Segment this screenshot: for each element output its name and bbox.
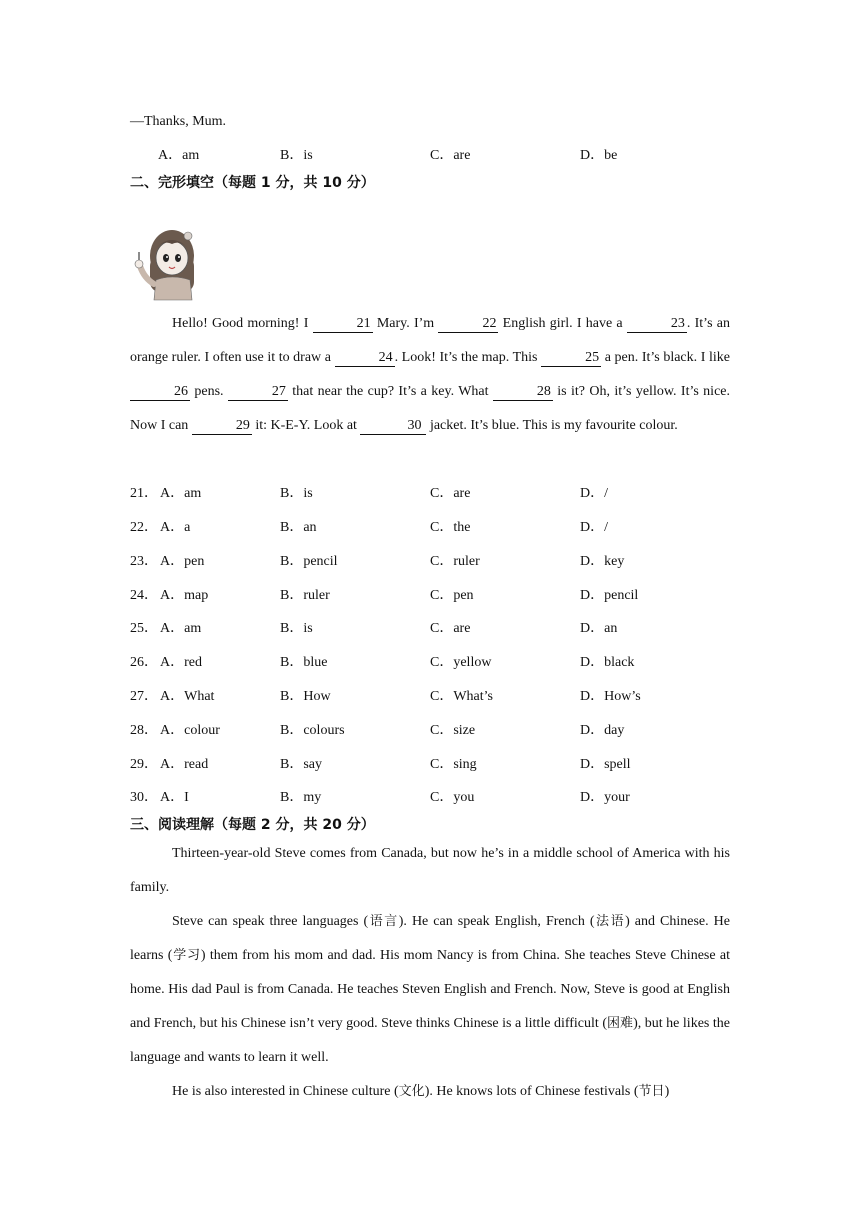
option-a: A．pen bbox=[160, 554, 205, 569]
option-d: D．day bbox=[580, 723, 625, 738]
option-a: A．What bbox=[160, 689, 215, 704]
option-b: B．ruler bbox=[280, 588, 330, 603]
option-a: A．I bbox=[160, 790, 189, 805]
gloss: 法语 bbox=[594, 914, 626, 929]
option-c: C．are bbox=[430, 148, 471, 163]
cloze-passage bbox=[130, 307, 730, 443]
option-b: B．my bbox=[280, 790, 322, 805]
blank-29: 29 bbox=[192, 417, 252, 435]
passage-text: Hello! Good morning! I bbox=[172, 316, 313, 331]
blank-26: 26 bbox=[130, 383, 190, 401]
girl-illustration bbox=[130, 222, 200, 304]
reading-paragraph-3 bbox=[130, 1075, 730, 1109]
option-d: D．black bbox=[580, 655, 635, 670]
option-a: A．a bbox=[160, 520, 191, 535]
question-row bbox=[130, 552, 730, 572]
passage-text: Steve can speak three languages ( bbox=[172, 914, 369, 929]
question-row bbox=[130, 619, 730, 639]
option-d: D．your bbox=[580, 790, 630, 805]
blank-30: 30 bbox=[360, 417, 426, 435]
question-number: 22． bbox=[130, 520, 158, 535]
option-a: A．colour bbox=[160, 723, 220, 738]
option-d: D．pencil bbox=[580, 588, 639, 603]
option-a: A．am bbox=[160, 486, 202, 501]
option-c: C．yellow bbox=[430, 655, 492, 670]
passage-text: ) them from his mom and dad. His mom Nancy is from China. She teaches Steve Chinese at home. His dad Paul is from Canada. He teaches Steven English and French. Now, Steve is good at English and French, but his Chinese isn’t very good. Steve thinks Chinese is a little difficult ( bbox=[130, 948, 730, 1031]
question-number: 25． bbox=[130, 621, 158, 636]
question-number: 21． bbox=[130, 486, 158, 501]
blank-27: 27 bbox=[228, 383, 288, 401]
option-c: C．ruler bbox=[430, 554, 480, 569]
question-row bbox=[130, 687, 730, 707]
option-b: B．is bbox=[280, 621, 313, 636]
option-c: C．sing bbox=[430, 757, 477, 772]
option-d: D．spell bbox=[580, 757, 631, 772]
passage-text: jacket. It’s blue. This is my favourite colour. bbox=[426, 418, 678, 433]
question-number: 30． bbox=[130, 790, 158, 805]
blank-24: 24 bbox=[335, 349, 395, 367]
passage-text: ) and Chinese. He learns ( bbox=[130, 914, 730, 963]
passage-text: ). He can speak English, French ( bbox=[398, 914, 595, 929]
passage-text: a pen. It’s black. I like bbox=[601, 350, 730, 365]
option-c: C．are bbox=[430, 486, 471, 501]
reading-paragraph-2 bbox=[130, 905, 730, 1075]
option-c: C．pen bbox=[430, 588, 474, 603]
option-c: C．are bbox=[430, 621, 471, 636]
passage-text: . It’s an orange ruler. I often use it to draw a bbox=[130, 316, 730, 365]
option-row-top bbox=[158, 146, 758, 166]
passage-text: ), but he likes the language and wants to learn it well. bbox=[130, 1016, 730, 1065]
question-number: 23． bbox=[130, 554, 158, 569]
option-b: B．is bbox=[280, 148, 313, 163]
option-a: A．am bbox=[160, 621, 202, 636]
gloss: 文化 bbox=[398, 1084, 425, 1099]
passage-text: is it? Oh, it’s yellow. It’s nice. Now I can bbox=[130, 384, 730, 433]
passage-text: pens. bbox=[190, 384, 228, 399]
passage-text: English girl. I have a bbox=[498, 316, 627, 331]
option-b: B．an bbox=[280, 520, 317, 535]
blank-28: 28 bbox=[493, 383, 553, 401]
option-c: C．What’s bbox=[430, 689, 493, 704]
option-a: A．read bbox=[160, 757, 209, 772]
blank-25: 25 bbox=[541, 349, 601, 367]
option-a: A．map bbox=[160, 588, 209, 603]
blank-22: 22 bbox=[438, 315, 498, 333]
blank-23: 23 bbox=[627, 315, 687, 333]
question-number: 28． bbox=[130, 723, 158, 738]
option-c: C．the bbox=[430, 520, 471, 535]
section-title-reading: 三、阅读理解（每题 2 分，共 20 分） bbox=[130, 817, 375, 833]
question-row bbox=[130, 484, 730, 504]
gloss: 困难 bbox=[606, 1016, 634, 1031]
option-d: D．be bbox=[580, 148, 618, 163]
question-row bbox=[130, 755, 730, 775]
option-d: D．How’s bbox=[580, 689, 641, 704]
reading-paragraph-1: Thirteen-year-old Steve comes from Canada, but now he’s in a middle school of America with his family. bbox=[130, 846, 730, 895]
question-number: 27． bbox=[130, 689, 158, 704]
option-b: B．is bbox=[280, 486, 313, 501]
question-row bbox=[130, 653, 730, 673]
option-c: C．you bbox=[430, 790, 475, 805]
option-b: B．blue bbox=[280, 655, 328, 670]
question-number: 26． bbox=[130, 655, 158, 670]
cloze-paragraph bbox=[130, 307, 730, 443]
option-d: D．/ bbox=[580, 486, 608, 501]
option-b: B．colours bbox=[280, 723, 345, 738]
option-a: A．red bbox=[160, 655, 202, 670]
reading-passage bbox=[130, 837, 730, 1109]
option-a: A．am bbox=[158, 148, 200, 163]
passage-text: it: K-E-Y. Look at bbox=[251, 418, 361, 433]
passage-text: ) bbox=[664, 1084, 670, 1099]
option-d: D．an bbox=[580, 621, 618, 636]
option-c: C．size bbox=[430, 723, 476, 738]
option-b: B．pencil bbox=[280, 554, 338, 569]
passage-text: that near the cup? It’s a key. What bbox=[287, 384, 493, 399]
question-number: 29． bbox=[130, 757, 158, 772]
blank-21: 21 bbox=[313, 315, 373, 333]
gloss: 节日 bbox=[638, 1084, 665, 1099]
passage-text: He is also interested in Chinese culture ( bbox=[172, 1084, 399, 1099]
question-row bbox=[130, 788, 730, 808]
passage-text: ). He knows lots of Chinese festivals ( bbox=[424, 1084, 639, 1099]
question-row bbox=[130, 586, 730, 606]
gloss: 语言 bbox=[368, 914, 399, 929]
question-row bbox=[130, 518, 730, 538]
option-b: B．say bbox=[280, 757, 322, 772]
question-row bbox=[130, 721, 730, 741]
option-b: B．How bbox=[280, 689, 331, 704]
passage-text: . Look! It’s the map. This bbox=[394, 350, 542, 365]
question-number: 24． bbox=[130, 588, 158, 603]
gloss: 学习 bbox=[172, 948, 201, 963]
section-title-cloze: 二、完形填空（每题 1 分，共 10 分） bbox=[130, 175, 375, 191]
option-d: D．/ bbox=[580, 520, 608, 535]
dialog-line: —Thanks, Mum. bbox=[130, 114, 227, 129]
option-d: D．key bbox=[580, 554, 625, 569]
passage-text: Mary. I’m bbox=[372, 316, 439, 331]
